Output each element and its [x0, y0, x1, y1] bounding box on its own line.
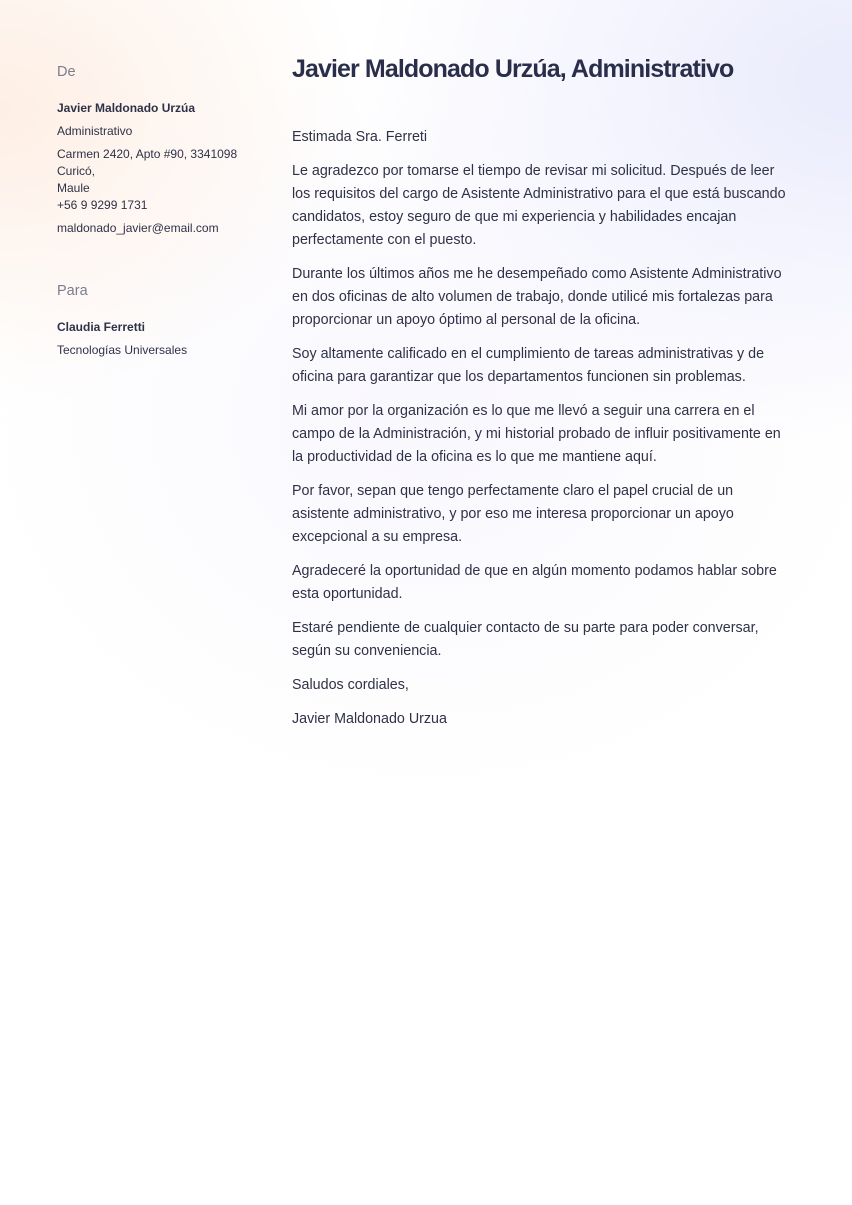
from-label: De [57, 64, 76, 80]
letter-paragraph: Por favor, sepan que tengo perfectamente claro el papel crucial de un asistente administrativo, y por eso me interesa proporcionar un apoyo excepcional a su empresa. [292, 483, 734, 545]
sender-address-line2: Maule [57, 181, 90, 195]
letter-paragraph: Agradeceré la oportunidad de que en algún momento podamos hablar sobre esta oportunidad. [292, 563, 777, 602]
letter-paragraph: Durante los últimos años me he desempeñado como Asistente Administrativo en dos oficinas de alto volumen de trabajo, donde utilicé mis fortalezas para proporcionar un apoyo óptimo al personal de la oficina. [292, 266, 782, 328]
letter-body [292, 52, 792, 742]
letter-greeting: Estimada Sra. Ferreti [292, 129, 428, 145]
sidebar [57, 62, 272, 365]
letter-closing: Saludos cordiales, [292, 677, 409, 693]
letter-title: Javier Maldonado Urzúa, Administrativo [292, 55, 734, 83]
sender-role: Administrativo [57, 124, 133, 138]
sender-address-line1: Carmen 2420, Apto #90, 3341098 Curicó, [57, 147, 238, 178]
recipient-block [57, 281, 272, 359]
recipient-name: Claudia Ferretti [57, 320, 146, 334]
recipient-company: Tecnologías Universales [57, 343, 188, 357]
letter-signature: Javier Maldonado Urzua [292, 711, 447, 727]
letter-paragraph: Le agradezco por tomarse el tiempo de revisar mi solicitud. Después de leer los requisitos del cargo de Asistente Administrativo para el que está buscando candidatos, estoy seguro de que mi experiencia y habilidades encajan perfectamente con el puesto. [292, 163, 786, 248]
letter-paragraph: Estaré pendiente de cualquier contacto de su parte para poder conversar, según su conveniencia. [292, 620, 759, 659]
sender-phone: +56 9 9299 1731 [57, 198, 148, 212]
letter-paragraph: Mi amor por la organización es lo que me llevó a seguir una carrera en el campo de la Administración, y mi historial probado de influir positivamente en la productividad de la oficina es lo que me mantiene aquí. [292, 403, 781, 465]
sender-email: maldonado_javier@email.com [57, 221, 219, 235]
letter-paragraph: Soy altamente calificado en el cumplimiento de tareas administrativas y de oficina para garantizar que los departamentos funcionen sin problemas. [292, 346, 765, 385]
to-label: Para [57, 283, 88, 299]
sender-block [57, 62, 272, 237]
sender-name: Javier Maldonado Urzúa [57, 101, 196, 115]
